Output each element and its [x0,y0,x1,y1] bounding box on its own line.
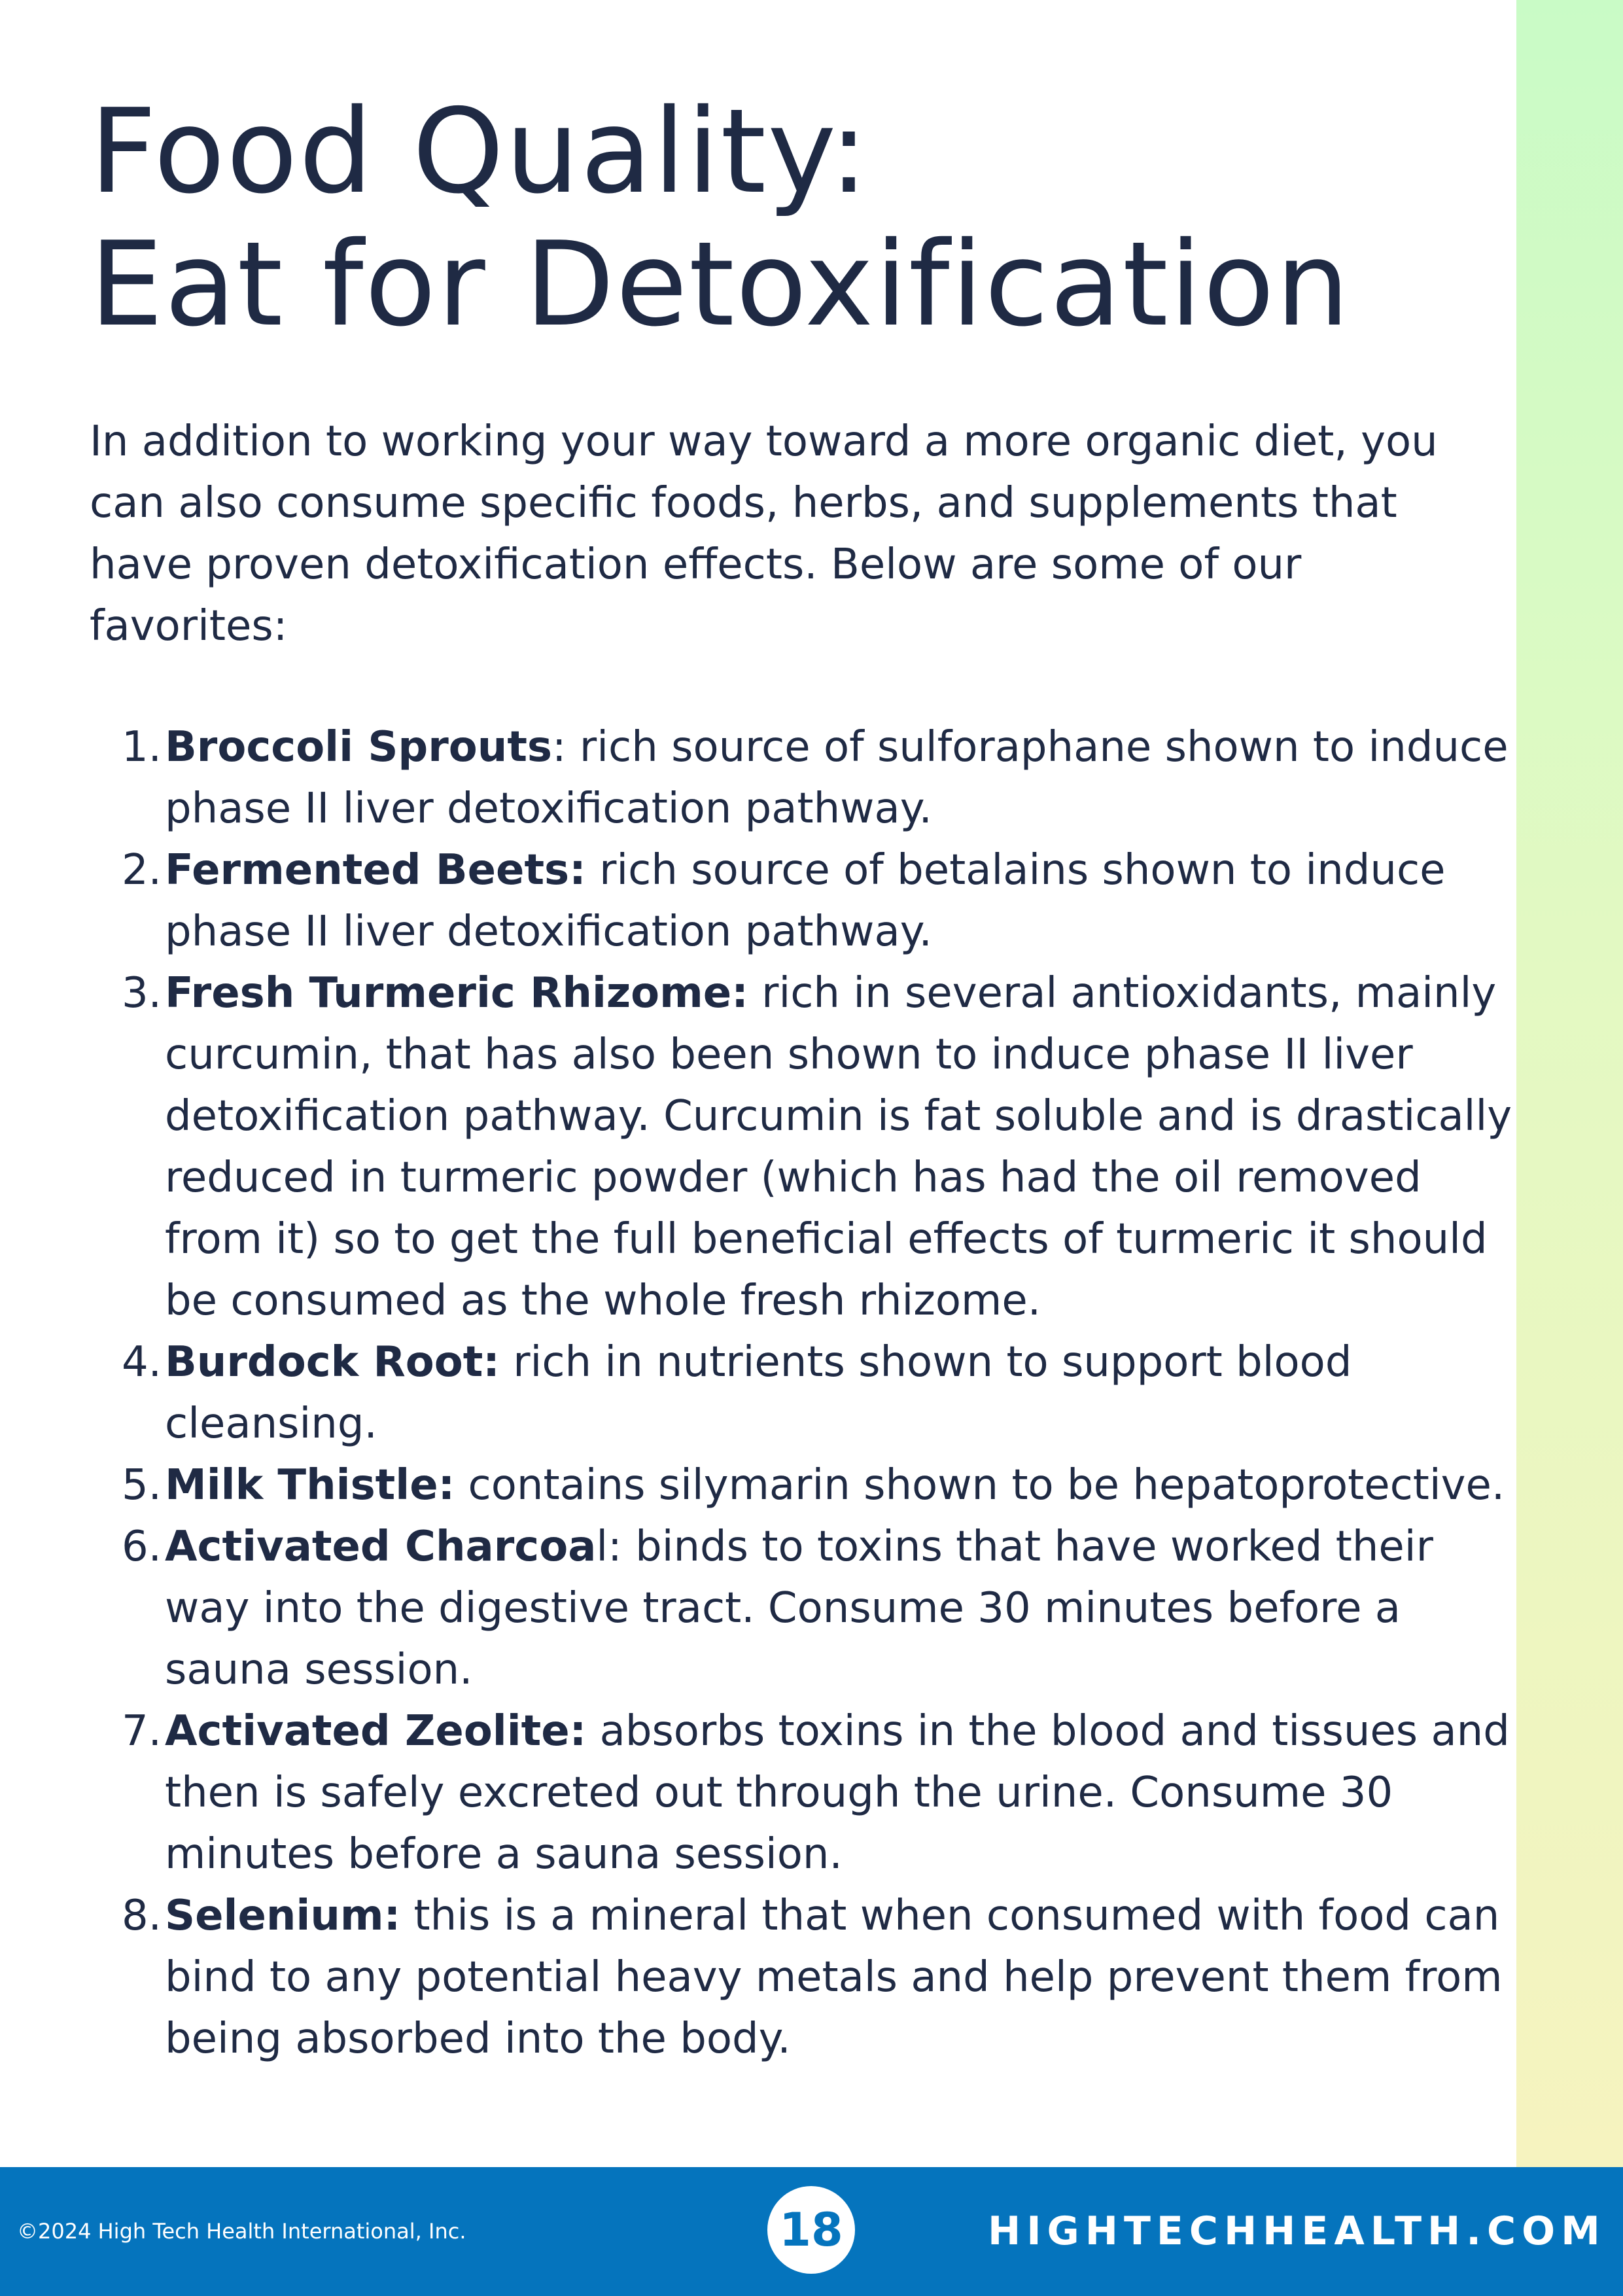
list-item [90,839,1516,963]
item-number: 7. [121,1707,162,1756]
item-term: Fresh Turmeric Rhizome: [165,969,748,1017]
item-description: rich source of betalains shown to induce phase II liver detoxification pathway. [165,846,1446,956]
item-term: Broccoli Sprouts [165,723,552,771]
intro-paragraph: In addition to working your way toward a more organic diet, you can also consume specific foods, herbs, and supplements that have proven detoxification effects. Below are some of our favorites: [90,417,1438,650]
copyright-notice: ©2024 High Tech Health International, Inc. [17,2219,466,2244]
item-number: 3. [121,969,162,1017]
decorative-gradient-strip [1516,0,1623,2167]
list-item [90,716,1516,839]
detox-foods-list [90,716,1516,2070]
item-term: Activated Charcoa [165,1523,597,1571]
page-number-badge: 18 [767,2186,855,2274]
list-item [90,963,1516,1332]
item-term: Activated Zeolite: [165,1707,587,1756]
page-title-line-2: Eat for Detoxification [90,217,1351,352]
item-number: 1. [121,723,162,771]
website-link[interactable]: HIGHTECHHEALTH.COM [988,2208,1606,2254]
item-term: Fermented Beets: [165,846,586,894]
list-item [90,1885,1516,2070]
item-number: 8. [121,1892,162,1940]
list-item [90,1516,1516,1701]
item-description: rich in several antioxidants, mainly curcumin, that has also been shown to induce phase II liver detoxification pathway. Curcumin is fat soluble and is drastically reduced in turmeric powder (which has had the oil removed from it) so to get the full beneficial effects of turmeric it should be consumed as the whole fresh rhizome. [165,969,1512,1325]
item-description: this is a mineral that when consumed with food can bind to any potential heavy metals and help prevent them from being absorbed into the body. [165,1892,1503,2063]
page-footer [0,2167,1623,2296]
list-item [90,1701,1516,1885]
list-item [90,1332,1516,1455]
page-title-line-1: Food Quality: [90,84,870,219]
item-term: Burdock Root: [165,1338,500,1386]
item-description: l: binds to toxins that have worked their way into the digestive tract. Consume 30 minutes before a sauna session. [165,1523,1433,1694]
item-description: absorbs toxins in the blood and tissues and then is safely excreted out through the urine. Consume 30 minutes before a sauna session. [165,1707,1510,1879]
item-description: rich in nutrients shown to support blood cleansing. [165,1338,1352,1448]
item-description: : rich source of sulforaphane shown to induce phase II liver detoxification pathway. [165,723,1509,833]
item-term: Milk Thistle: [165,1461,455,1510]
item-number: 5. [121,1461,162,1510]
item-term: Selenium: [165,1892,401,1940]
list-item [90,1455,1516,1516]
item-description: contains silymarin shown to be hepatoprotective. [455,1461,1505,1510]
item-number: 6. [121,1523,162,1571]
item-number: 2. [121,846,162,894]
page-title [90,85,1463,351]
item-number: 4. [121,1338,162,1386]
